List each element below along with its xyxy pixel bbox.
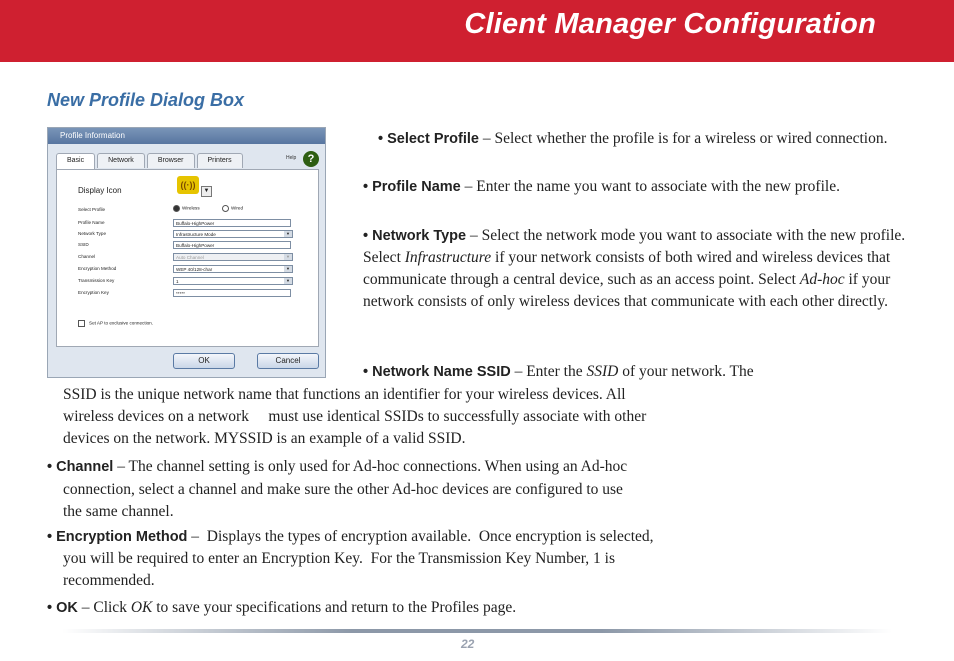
item-network-name-first-line: • Network Name SSID – Enter the SSID of your network. The [363, 363, 754, 380]
transmission-key-label: Transmission Key [78, 278, 115, 283]
item-network-name-cont-1: SSID is the unique network name that functions an identifier for your wireless devices. All [63, 386, 626, 403]
item-channel-cont-1: connection, select a channel and make sure the other Ad-hoc devices are configured to use [63, 481, 623, 498]
wireless-profile-icon[interactable]: ((·)) [177, 176, 199, 194]
tab-browser[interactable]: Browser [147, 153, 195, 168]
encryption-key-label: Encryption Key [78, 290, 109, 295]
profile-name-label: Profile Name [78, 220, 105, 225]
item-encryption-cont-1: you will be required to enter an Encryption Key. For the Transmission Key Number, 1 is [63, 550, 615, 567]
dialog-title: Profile Information [48, 128, 325, 144]
item-network-type: • Network Type – Select the network mode you want to associate with the new profile. Select Infrastructure if your network consists of both wired and wireless devices that communicate through a central device, such as an access point. Select Ad-hoc if your network consists of only wireless devices that communicate with each other directly. [363, 227, 906, 310]
channel-label: Channel [78, 254, 96, 259]
encryption-key-input[interactable]: ***** [173, 289, 291, 297]
help-label: Help [286, 155, 297, 161]
channel-select[interactable]: Auto Channel ▼ [173, 253, 293, 261]
encryption-method-select[interactable]: WEP 40/128-char ▼ [173, 265, 293, 273]
help-icon[interactable]: ? [303, 151, 319, 167]
item-channel-first-line: • Channel – The channel setting is only used for Ad-hoc connections. When using an Ad-hoc [47, 458, 628, 475]
footer-divider [62, 629, 892, 633]
item-encryption-first-line: • Encryption Method – Displays the types of encryption available. Once encryption is selected, [47, 528, 654, 545]
header-title: Client Manager Configuration [464, 8, 876, 40]
cancel-button[interactable]: Cancel [257, 353, 319, 369]
tab-printers[interactable]: Printers [197, 153, 243, 168]
ssid-input[interactable]: Buffalo-HighPower [173, 241, 291, 249]
item-profile-name: • Profile Name – Enter the name you want to associate with the new profile. [363, 178, 840, 195]
profile-name-input[interactable]: Buffalo-HighPower [173, 219, 291, 227]
chevron-down-icon: ▼ [284, 278, 292, 284]
transmission-key-select[interactable]: 1 ▼ [173, 277, 293, 285]
ok-button[interactable]: OK [173, 353, 235, 369]
item-network-name-cont-3: devices on the network. MYSSID is an example of a valid SSID. [63, 430, 466, 447]
page-number: 22 [461, 637, 475, 651]
tab-basic[interactable]: Basic [56, 153, 95, 170]
checkbox-icon [78, 320, 85, 327]
dialog-tabs [56, 153, 245, 169]
select-profile-label: Select Profile [78, 207, 106, 212]
wired-radio[interactable]: Wired [222, 205, 243, 212]
radio-unselected-icon [222, 205, 229, 212]
network-type-select[interactable]: Infrastructure Mode ▼ [173, 230, 293, 238]
display-icon-label: Display Icon [78, 186, 122, 195]
ssid-label: SSID [78, 242, 89, 247]
basic-panel [56, 169, 319, 347]
item-ok: • OK – Click OK to save your specifications and return to the Profiles page. [47, 599, 517, 616]
chevron-down-icon: ▼ [284, 266, 292, 272]
item-network-name-cont-2: wireless devices on a network must use identical SSIDs to successfully associate with other [63, 408, 647, 425]
wireless-radio[interactable]: Wireless [173, 205, 200, 212]
item-encryption-cont-2: recommended. [63, 572, 155, 589]
radio-selected-icon [173, 205, 180, 212]
set-ap-checkbox[interactable]: Set AP to exclusive connection. [78, 320, 153, 327]
network-type-label: Network Type [78, 231, 106, 236]
chevron-down-icon: ▼ [284, 231, 292, 237]
tab-network[interactable]: Network [97, 153, 145, 168]
page-header [0, 0, 954, 62]
chevron-down-icon[interactable]: ▼ [201, 186, 212, 197]
profile-dialog-screenshot [47, 127, 326, 378]
encryption-method-label: Encryption Method [78, 266, 117, 271]
item-select-profile: • Select Profile – Select whether the profile is for a wireless or wired connection. [378, 130, 888, 147]
section-title: New Profile Dialog Box [47, 90, 245, 110]
item-channel-cont-2: the same channel. [63, 503, 174, 520]
chevron-down-icon: ▼ [284, 254, 292, 260]
